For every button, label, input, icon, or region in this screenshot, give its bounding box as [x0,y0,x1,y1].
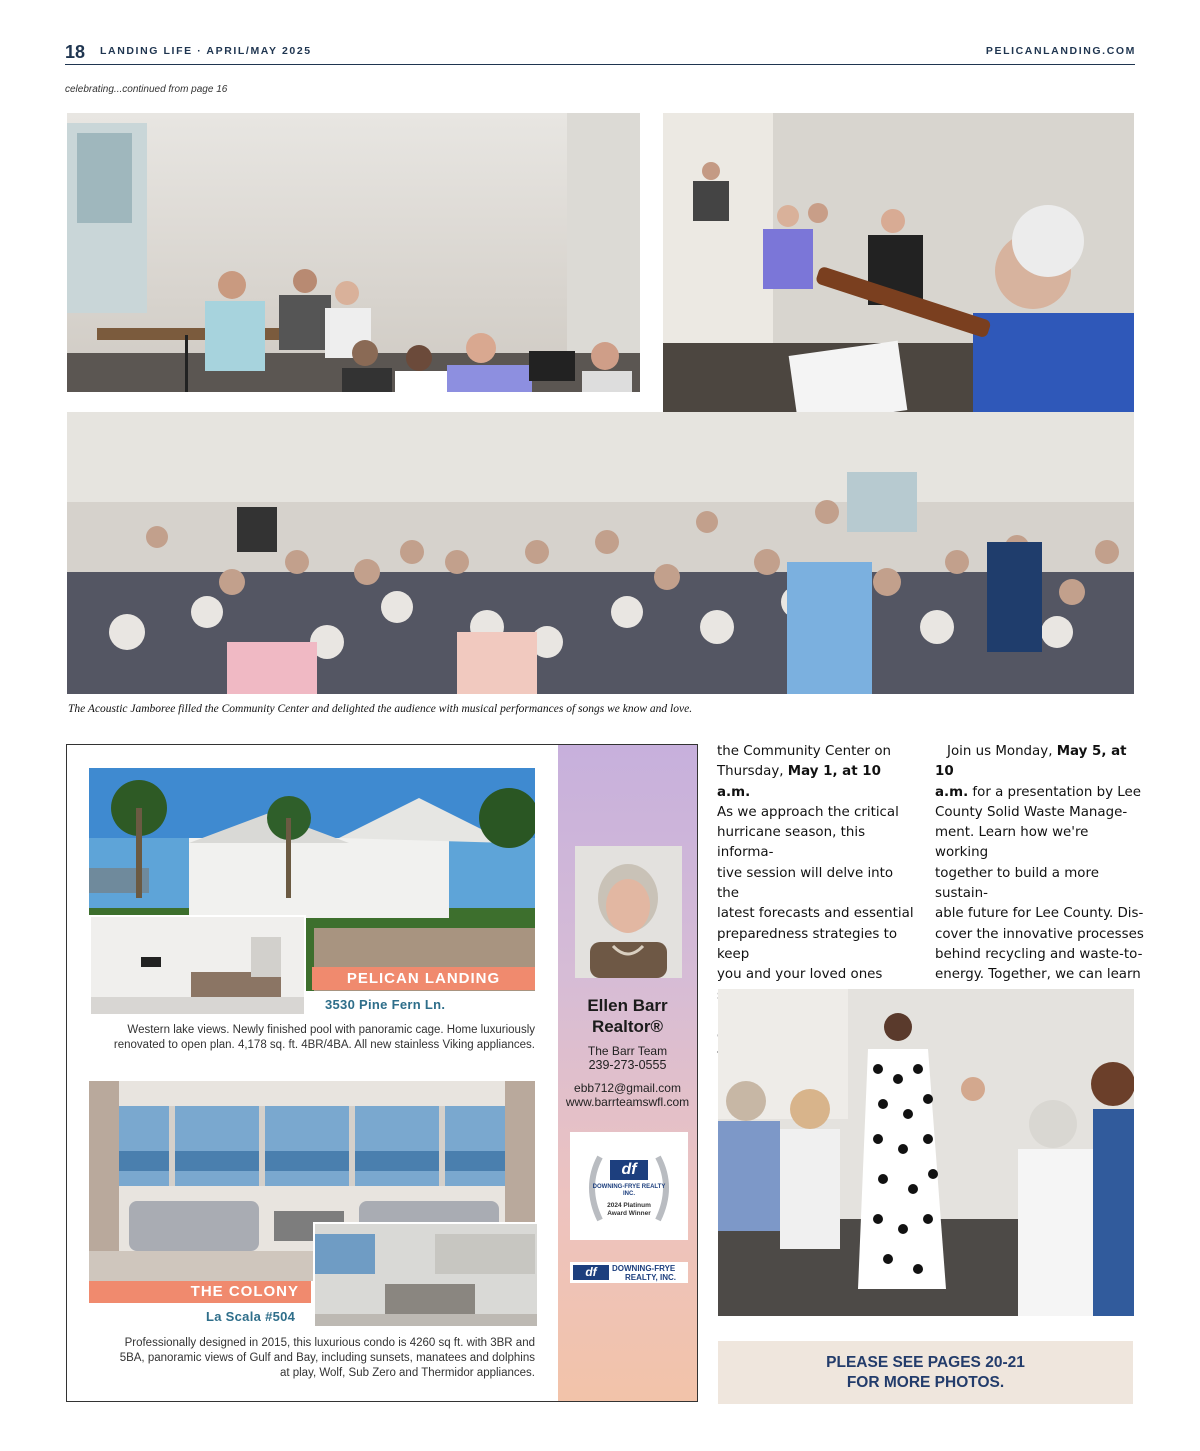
award-logo: df [610,1160,648,1180]
callout-line: FOR MORE PHOTOS. [846,1374,1005,1391]
article-line: energy. Together, we can learn [935,967,1141,983]
agent-team: The Barr Team [587,1044,668,1058]
article-line: preparedness strategies to keep [717,926,898,962]
listing2-description-line: at play, Wolf, Sub Zero and Thermidor appliances. [279,1367,535,1379]
article-line [935,783,1145,803]
article-text: Join us Monday, [947,744,1057,759]
header-rule [65,64,1135,65]
website-link[interactable]: PELICANLANDING.COM [985,45,1136,57]
photo-audience-image [67,412,1134,694]
agent-title: Realtor® [591,1017,664,1036]
agent-email[interactable]: ebb712@gmail.com [574,1081,681,1095]
article-line: able future for Lee County. Dis- [935,906,1144,922]
brokerage-name-line1: DOWNING-FRYE [612,1264,676,1273]
article-line: As we approach the critical [717,804,899,820]
callout-line: PLEASE SEE PAGES 20-21 [826,1354,1025,1371]
photo-singer-performing-image [718,989,1134,1316]
article-line: the Community Center on [717,744,891,759]
award-company: DOWNING-FRYE REALTY INC. [592,1184,666,1197]
article-line: together to build a more sustain- [935,865,1099,902]
article-line: ment. Learn how we're working [935,825,1089,861]
listing1-description-line: renovated to open plan. 4,178 sq. ft. 4BR/4BA. All new stainless Viking appliances. [113,1039,535,1051]
award-line2: Award Winner [607,1210,651,1217]
article-line: tive session will delve into the [717,865,894,902]
article-line: latest forecasts and essential [717,906,914,922]
listing1-description [80,1023,535,1053]
listing2-description-line: Professionally designed in 2015, this luxurious condo is 4260 sq ft. with 3BR and [124,1337,535,1349]
article-text: Thursday, [717,764,788,780]
agent-portrait-image [575,846,682,978]
article-line [717,762,917,803]
article-line [935,742,1145,783]
listing2-description [80,1336,535,1381]
kitchen-interior-image [91,917,304,1014]
article-line: hurricane season, this informa- [717,825,866,861]
article-line: cover the innovative processes [935,926,1144,942]
agent-website[interactable]: www.barrteamswfl.com [565,1095,690,1109]
article-text: for a presentation by Lee [968,784,1141,800]
award-badge [570,1132,688,1240]
article-line: behind recycling and waste-to- [935,946,1143,962]
brokerage-name-line2: REALTY, INC. [625,1273,676,1282]
listing2-kitchen-photo [313,1222,539,1328]
continued-note: celebrating...continued from page 16 [65,84,228,95]
ad-agent-panel [558,745,697,1401]
listing2-banner: THE COLONY [89,1281,311,1303]
listing1-address: 3530 Pine Fern Ln. [325,997,446,1012]
article-line: you and your loved ones [717,967,883,983]
article-line: County Solid Waste Manage- [935,804,1128,820]
more-photos-callout [718,1341,1133,1404]
photo-audience [67,412,1134,694]
page-number: 18 [65,42,86,62]
agent-name-block [558,995,697,1037]
photo-caption: The Acoustic Jamboree filled the Community Center and delighted the audience with musical performances of songs we know and love. [68,703,693,715]
listing1-description-line: Western lake views. Newly finished pool with panoramic cage. Home luxuriously [127,1024,535,1036]
agent-name: Ellen Barr [587,996,668,1015]
agent-portrait [575,846,682,978]
condo-kitchen-image [315,1224,537,1326]
listing2-description-line: 5BA, panoramic views of Gulf and Bay, including sunsets, manatees and dolphins [119,1352,535,1364]
agent-phone[interactable]: 239-273-0555 [588,1058,667,1072]
listing1-interior-photo [89,915,306,1016]
photo-guitarist-closeup-image [663,113,1134,443]
event-date-highlight: May 5, at 10 [935,744,1127,780]
photo-singer-performing [718,989,1134,1316]
photo-guitarist-closeup [663,113,1134,443]
brokerage-logo [570,1262,688,1283]
listing2-address: La Scala #504 [206,1309,296,1324]
event-date-highlight: May 1, at 10 a.m. [717,764,881,800]
publication-title: LANDING LIFE · APRIL/MAY 2025 [100,45,312,57]
photo-band-performing-image [67,113,640,392]
brokerage-logo-mark: df [573,1265,609,1280]
photo-band-performing [67,113,640,392]
event-time-highlight: a.m. [935,784,969,800]
award-line1: 2024 Platinum [607,1202,651,1209]
listing1-banner: PELICAN LANDING [312,967,535,990]
